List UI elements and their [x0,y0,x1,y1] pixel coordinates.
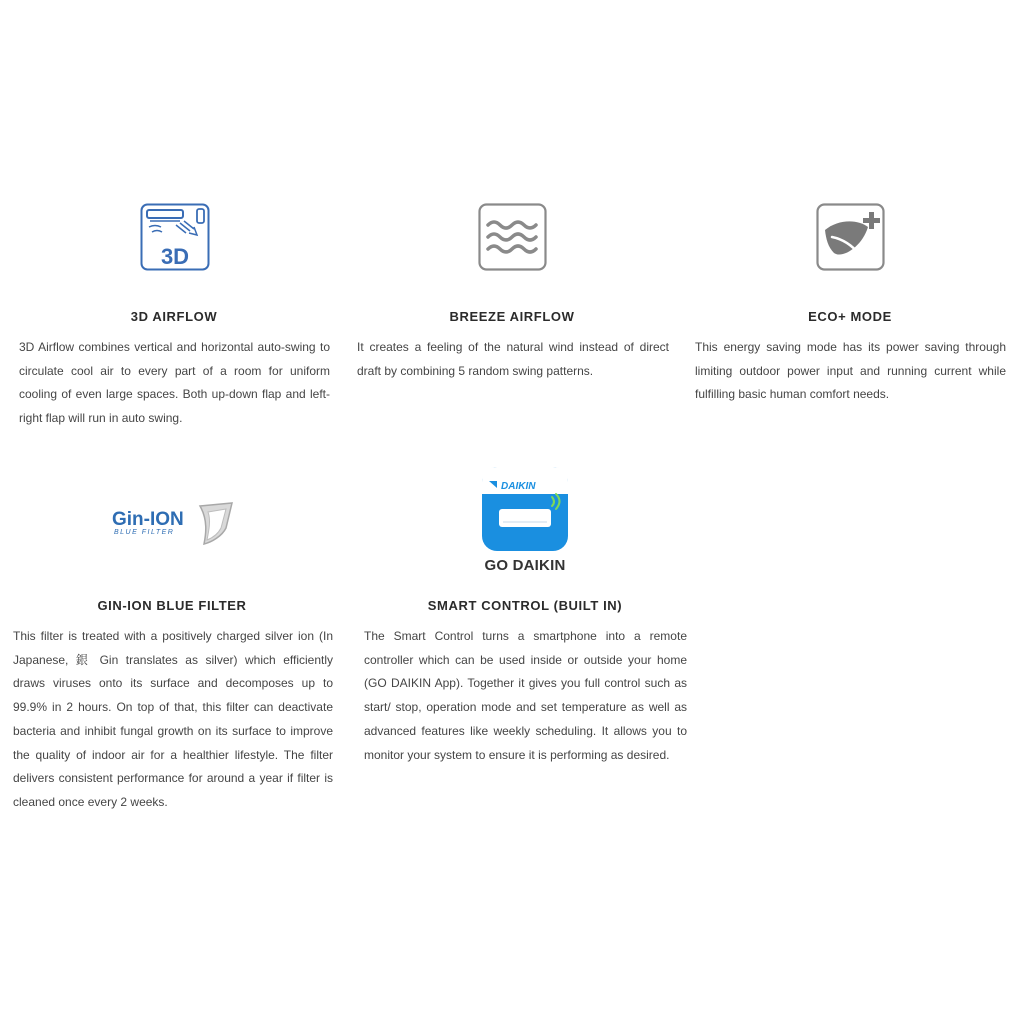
feature-title: ECO+ MODE [808,309,892,324]
feature-description: This filter is treated with a positively charged silver ion (In Japanese, 銀 Gin translates as silver) which efficiently draws viruses onto its surface and decomposes up to 99.9% in 2 hours. On top of that, this filter can deactivate bacteria and inhibit fungal growth on its surface to improve the quality of indoor air for a healthier lifestyle. The filter delivers consistent performance for around a year if filter is cleaned once every 2 weeks. [13,629,333,809]
feature-title: 3D AIRFLOW [130,309,218,324]
feature-title: SMART CONTROL (BUILT IN) [427,598,623,613]
go-daikin-app-icon [481,466,569,552]
gin-ion-logo [108,498,238,546]
feature-description: 3D Airflow combines vertical and horizontal auto-swing to circulate cool air to every part of a room for uniform cooling of even large spaces. Both up-down flap and left-right flap will run in auto swing. [19,340,330,426]
gin-ion-logo-subtext: BLUE FILTER [114,529,175,536]
feature-description: The Smart Control turns a smartphone into a remote controller which can be used inside or outside your home (GO DAIKIN App). Together it gives you full control such as start/ stop, operation mode and set temperature as well as advanced features like weekly scheduling. It allows you to monitor your system to ensure it is performing as desired. [364,629,687,762]
eco-leaf-plus-icon [816,203,885,271]
daikin-brand-text: DAIKIN [501,481,536,492]
feature-title: BREEZE AIRFLOW [449,309,575,324]
go-daikin-app-label: GO DAIKIN [484,557,566,574]
svg-text:3D: 3D [160,244,190,269]
3d-airflow-icon [140,203,210,271]
feature-title: GIN-ION BLUE FILTER [97,598,247,613]
feature-description: It creates a feeling of the natural wind instead of direct draft by combining 5 random swing patterns. [357,340,669,378]
breeze-wave-icon [478,203,547,271]
feature-description: This energy saving mode has its power saving through limiting outdoor power input and running current while fulfilling basic human comfort needs. [695,340,1006,402]
gin-ion-logo-text: Gin-ION [112,509,184,530]
